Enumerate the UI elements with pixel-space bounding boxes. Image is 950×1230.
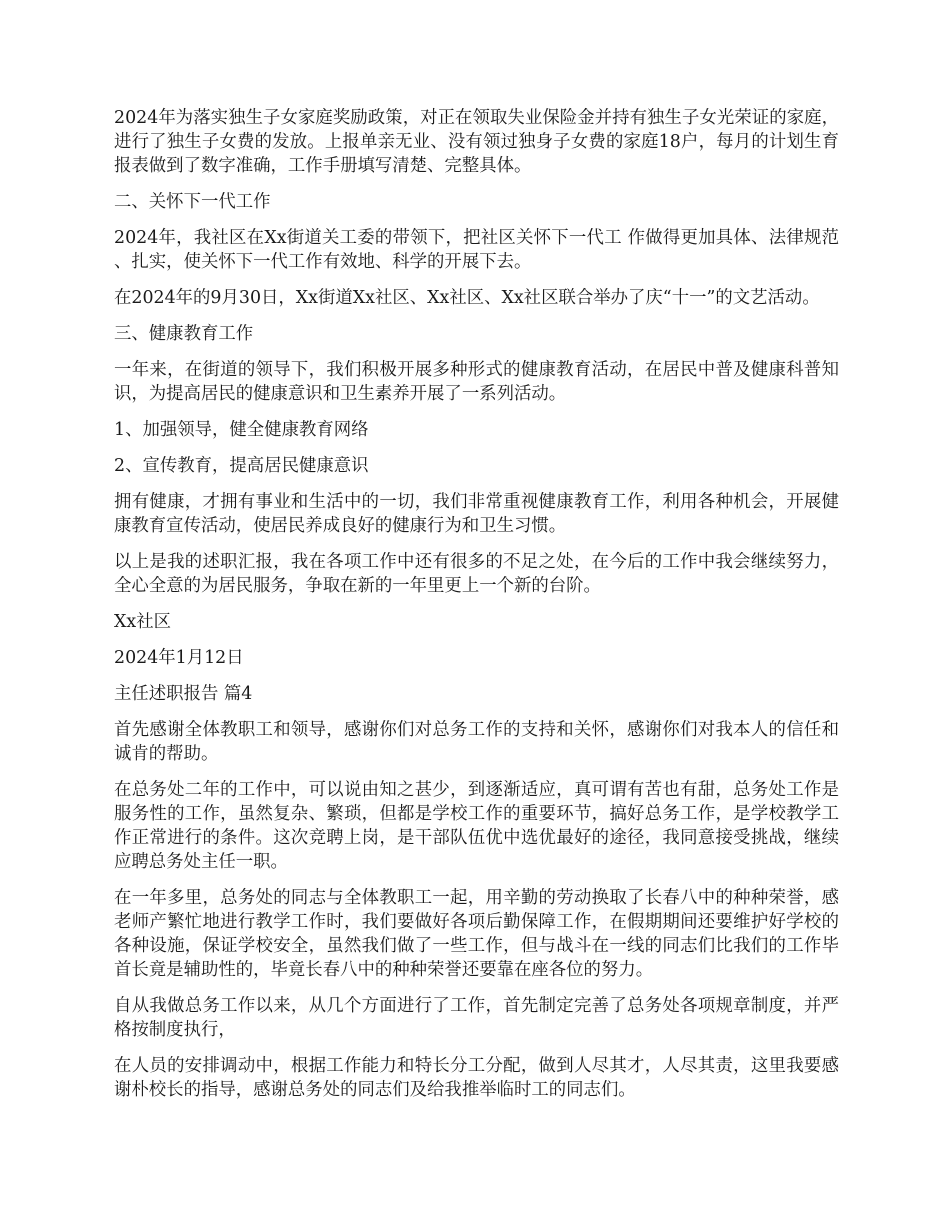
section-heading-health-education: 三、健康教育工作	[114, 324, 254, 344]
paragraph-conclusion: 以上是我的述职汇报，我在各项工作中还有很多的不足之处，在今后的工作中我会继续努力，全心全意的为居民服务，争取在新的一年里更上一个新的台阶。	[114, 552, 839, 596]
signature-community: Xx社区	[114, 612, 171, 632]
paragraph-achievements: 在一年多里，总务处的同志与全体教职工一起，用辛勤的劳动换取了长春八中的种种荣誉，感老师产繁忙地进行教学工作时，我们要做好各项后勤保障工作，在假期期间还要维护好学校的各种设施，保证学校安全，虽然我们做了一些工作，但与战斗在一线的同志们比我们的工作毕首长竟是辅助性的，毕竟长春八中的种种荣誉还要靠在座各位的努力。	[114, 888, 839, 980]
list-item-leadership: 1、加强领导，健全健康教育网络	[114, 420, 369, 440]
paragraph-health-habits: 拥有健康，才拥有事业和生活中的一切，我们非常重视健康教育工作，利用各种机会，开展健康教育宣传活动，使居民养成良好的健康行为和卫生习惯。	[114, 492, 839, 536]
section-heading-next-generation: 二、关怀下一代工作	[114, 192, 271, 212]
signature-date: 2024年1月12日	[114, 648, 244, 668]
paragraph-national-day-event: 在2024年的9月30日，Xx街道Xx社区、Xx社区、Xx社区联合举办了庆“十一”的文艺活动。	[114, 288, 820, 308]
paragraph-staffing: 在人员的安排调动中，根据工作能力和特长分工分配，做到人尽其才，人尽其责，这里我要感谢朴校长的指导，感谢总务处的同志们及给我推举临时工的同志们。	[114, 1056, 839, 1100]
list-item-publicity: 2、宣传教育，提高居民健康意识	[114, 456, 369, 476]
paragraph-regulations: 自从我做总务工作以来，从几个方面进行了工作，首先制定完善了总务处各项规章制度，并严格按制度执行，	[114, 996, 839, 1040]
paragraph-thanks: 首先感谢全体教职工和领导，感谢你们对总务工作的支持和关怀，感谢你们对我本人的信任和诚肯的帮助。	[114, 720, 839, 764]
document-page	[114, 106, 839, 1114]
paragraph-health-education: 一年来，在街道的领导下，我们积极开展多种形式的健康教育活动，在居民中普及健康科普知识，为提高居民的健康意识和卫生素养开展了一系列活动。	[114, 360, 839, 404]
report-title: 主任述职报告 篇4	[114, 684, 253, 704]
paragraph-next-generation: 2024年，我社区在Xx街道关工委的带领下，把社区关怀下一代工 作做得更加具体、法律规范、扎实，使关怀下一代工作有效地、科学的开展下去。	[114, 228, 839, 272]
paragraph-family-planning: 2024年为落实独生子女家庭奖励政策，对正在领取失业保险金并持有独生子女光荣证的家庭，进行了独生子女费的发放。上报单亲无业、没有领过独身子女费的家庭18户，每月的计划生育报表做到了数字准确，工作手册填写清楚、完整具体。	[114, 108, 839, 176]
paragraph-general-affairs: 在总务处二年的工作中，可以说由知之甚少，到逐渐适应，真可谓有苦也有甜，总务处工作是服务性的工作，虽然复杂、繁琐，但都是学校工作的重要环节，搞好总务工作，是学校教学工作正常进行的条件。这次竞聘上岗，是干部队伍优中选优最好的途径，我同意接受挑战，继续应聘总务处主任一职。	[114, 780, 839, 872]
